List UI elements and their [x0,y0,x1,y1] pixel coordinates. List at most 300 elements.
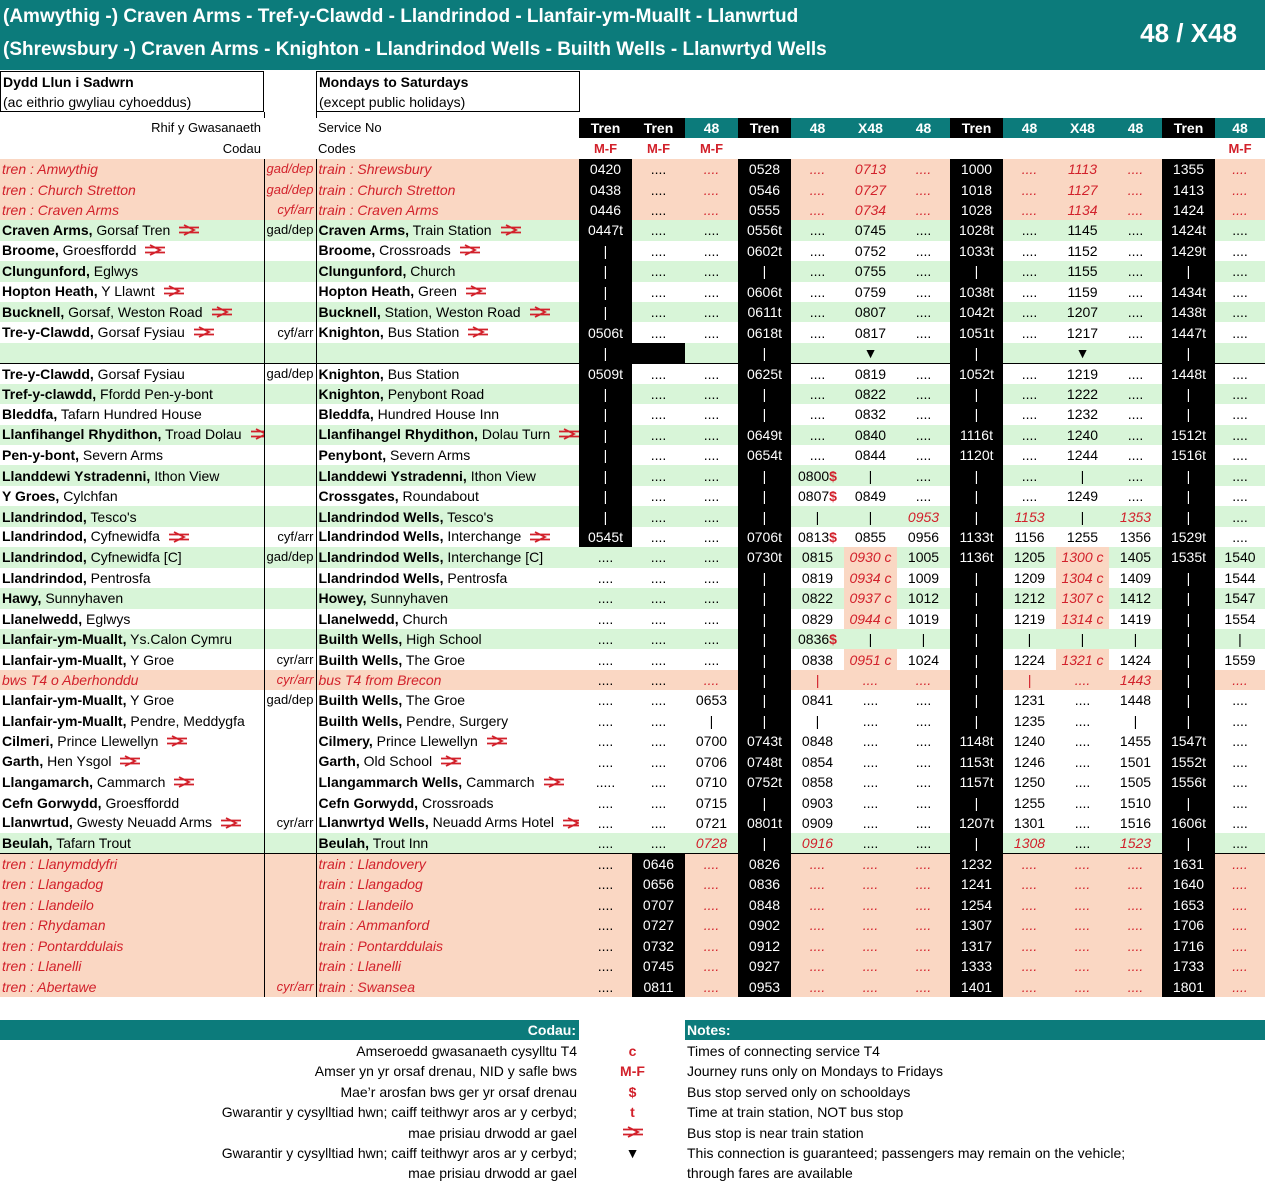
stop-town: Beulah, [2,835,53,852]
arr-dep-code: gad/dep [264,690,316,710]
service-number: 48 [1003,118,1056,138]
time-cell: .... [1215,854,1265,874]
time-cell: .... [685,179,738,199]
time-cell: .... [632,568,685,588]
stop-town: Llanfair-ym-Muallt, [2,712,127,729]
code-cell: M-F [646,140,671,156]
time-cell: 0730t [738,547,791,567]
rail-icon [465,283,487,301]
days-welsh-box [0,71,264,112]
table-row [0,690,1265,710]
time-cell: .... [897,241,950,261]
code-cell: M-F [699,140,724,156]
service-number: 48 [1109,118,1162,138]
time-cell: .... [1215,261,1265,281]
time-cell: 0506t [579,322,632,342]
time-cell: .... [1109,302,1162,322]
arr-dep-code [264,506,316,526]
time-cell: 0654t [738,445,791,465]
rail-icon [562,815,579,833]
time-cell: | [579,445,632,465]
rail-icon [193,324,215,342]
arr-dep-code: cyf/arr [264,200,316,220]
time-cell: 0841 [791,690,844,710]
time-cell: .... [685,404,738,424]
time-cell: 0822 [791,588,844,608]
time-cell: 0713 [844,159,897,179]
time-cell: | [897,629,950,649]
route-title-english: (Shrewsbury -) Craven Arms - Knighton - Llandrindod Wells - Builth Wells - Llanwrtyd Wells [3,39,827,60]
time-cell: 1516 [1109,813,1162,833]
legend [0,1020,1265,1200]
time-cell: .... [1215,527,1265,547]
time-cell: | [738,506,791,526]
time-cell: .... [579,649,632,669]
time-cell: .... [1109,936,1162,956]
stop-locality: Tesco's [86,508,137,525]
stop-name-english: train : Pontarddulais [316,936,579,956]
time-cell: .... [632,261,685,281]
time-cell: 1012 [897,588,950,608]
arr-dep-code [264,302,316,322]
time-cell: .... [579,588,632,608]
time-cell: 0745 [632,956,685,976]
rail-icon [543,774,565,792]
stop-locality: Y Groe [126,692,175,709]
stop-name-english [316,425,579,445]
time-cell: .... [632,547,685,567]
time-cell: 0546 [738,179,791,199]
stop-town: Bleddfa, [318,406,374,423]
stop-locality: Gorsaf Tren [92,221,171,238]
time-cell [1215,343,1265,363]
time-cell: 1429t [1162,241,1215,261]
time-cell: .... [791,200,844,220]
arr-dep-code [264,445,316,465]
time-cell [685,343,738,363]
rail-icon [440,753,462,771]
time-cell: .... [1215,874,1265,894]
stop-name-english: train : Llangadog [316,874,579,894]
stop-name-english [316,609,579,629]
time-cell: .... [1003,363,1056,383]
time-cell: 1535t [1162,547,1215,567]
time-cell: 1733 [1162,956,1215,976]
stop-locality: Bus Station [383,365,460,382]
legend-symbol: $ [628,1083,637,1100]
notes-title: Notes: [685,1020,1265,1040]
table-row [0,527,1265,547]
time-cell: .... [791,302,844,322]
stop-name-welsh [0,241,264,261]
time-cell: .... [1056,854,1109,874]
stop-name-welsh [0,445,264,465]
time-cell: .... [1003,241,1056,261]
rail-icon [486,733,508,751]
time-cell: .... [897,690,950,710]
stop-locality: Church [398,610,448,627]
time-cell: .... [1003,874,1056,894]
time-cell: 0903 [791,792,844,812]
time-cell: .... [844,854,897,874]
time-cell: .... [1215,976,1265,996]
time-cell: .... [897,772,950,792]
stop-town: Cilmeri, [2,732,54,749]
time-cell: | [579,404,632,424]
table-row [0,588,1265,608]
stop-town: Llanfihangel Rhydithon, [2,426,162,443]
time-cell: 0447t [579,220,632,240]
time-cell [1003,343,1056,363]
time-cell: .... [1215,731,1265,751]
time-cell: 1019 [897,609,950,629]
time-cell: 1205 [1003,547,1056,567]
time-cell: 1413 [1162,179,1215,199]
arr-dep-code [264,915,316,935]
stop-name-english: train : Swansea [316,976,579,996]
legend-note-text: Time at train station, NOT bus stop [687,1104,904,1121]
time-cell: .... [1003,200,1056,220]
time-cell: .... [1215,956,1265,976]
time-cell [1109,343,1162,363]
days-english-title: Mondays to Saturdays [319,74,469,90]
legend-symbol [590,1163,675,1183]
stop-locality: Eglwys [89,263,139,280]
stop-locality: Gorsaf Fysiau [93,365,185,382]
arr-dep-code: gad/dep [264,159,316,179]
arr-dep-code [264,874,316,894]
stop-name-english [316,772,579,792]
service-number: 48 [1215,118,1265,138]
stop-town: Bucknell, [318,303,381,320]
time-cell: 1120t [950,445,1003,465]
time-cell: .... [579,752,632,772]
time-cell: 1424 [1162,200,1215,220]
table-row [0,711,1265,731]
time-cell: .... [685,609,738,629]
arr-dep-code [264,854,316,874]
time-cell: | [1162,261,1215,281]
time-cell: 1554 [1215,609,1265,629]
stop-town: Y Groes, [2,488,60,505]
time-cell: .... [632,486,685,506]
stop-town: Llanfair-ym-Muallt, [2,631,127,648]
time-cell: .... [791,445,844,465]
time-cell: | [950,506,1003,526]
stop-name-english: train : Craven Arms [316,200,579,220]
time-cell: 1250 [1003,772,1056,792]
time-cell: .... [791,384,844,404]
arr-dep-code [264,609,316,629]
time-cell: .... [897,915,950,935]
stop-name-english [316,322,579,342]
time-cell: .... [1003,302,1056,322]
rail-icon [250,428,264,440]
time-cell: 0934 c [844,568,897,588]
time-cell: 1448 [1109,690,1162,710]
time-cell: .... [1109,425,1162,445]
table-row [0,425,1265,445]
time-cell: 1209 [1003,568,1056,588]
time-cell: 1134 [1056,200,1109,220]
time-cell: .... [685,220,738,240]
time-cell: .... [632,425,685,445]
time-cell: | [579,486,632,506]
time-cell: .... [844,711,897,731]
time-cell: .... [685,956,738,976]
rail-icon [558,428,579,440]
time-cell: 1232 [950,854,1003,874]
blank-cell [264,118,316,138]
stop-locality: Dolau Turn [477,426,551,443]
stop-town: Cefn Gorwydd, [2,794,102,811]
time-cell: .... [579,711,632,731]
time-cell: .... [1215,792,1265,812]
time-cell: | [738,404,791,424]
stop-town: Knighton, [318,385,384,402]
stop-name-welsh [0,425,264,445]
stop-locality: Station, Weston Road [380,303,521,320]
rail-icon [440,755,462,767]
stop-name-english [316,568,579,588]
time-cell: 1042t [950,302,1003,322]
time-cell: | [738,629,791,649]
stop-town: Tre-y-Clawdd, [2,365,94,382]
time-cell: .... [685,649,738,669]
time-cell: 1231 [1003,690,1056,710]
time-cell: 1051t [950,322,1003,342]
time-cell: ▼ [844,343,897,363]
service-number: Tren [738,118,791,138]
time-cell: .... [632,445,685,465]
time-cell: 1212 [1003,588,1056,608]
stop-town: Llandrindod, [2,508,87,525]
table-row [0,159,1265,179]
stop-locality: Roundabout [398,488,479,505]
time-cell: | [950,404,1003,424]
time-cell: .... [1003,404,1056,424]
stop-town: Tref-y-clawdd, [2,385,97,402]
table-row [0,363,1265,383]
legend-symbol: c [628,1043,637,1059]
time-cell: .... [685,282,738,302]
time-cell: .... [897,731,950,751]
time-cell: 1544 [1215,568,1265,588]
time-cell: .... [1003,159,1056,179]
time-cell: .... [1003,445,1056,465]
table-row [0,445,1265,465]
time-cell: .... [897,159,950,179]
time-cell: | [1109,711,1162,731]
time-cell: .... [1109,465,1162,485]
stop-name-welsh [0,506,264,526]
time-cell: | [738,343,791,363]
codes-label-english: Codes [318,140,356,156]
time-cell: 0944 c [844,609,897,629]
table-row [0,568,1265,588]
time-cell: | [1162,690,1215,710]
legend-note-text: Journey runs only on Mondays to Fridays [687,1063,944,1080]
stop-name-english [316,384,579,404]
stop-name-welsh: tren : Llandeilo [0,895,264,915]
days-english-subtitle: (except public holidays) [319,94,466,110]
stop-town: Llanfair-ym-Muallt, [2,692,127,709]
legend-note-text: Bus stop served only on schooldays [687,1083,911,1100]
time-cell: 1308 [1003,833,1056,853]
time-cell: .... [1003,956,1056,976]
time-cell: 1018 [950,179,1003,199]
stop-locality: Gwesty Neuadd Arms [72,814,213,831]
time-cell: 0848 [791,731,844,751]
stop-locality: Y Llawnt [97,283,155,300]
rail-icon [173,776,195,788]
code-cell [950,138,1003,158]
time-cell: .... [1056,731,1109,751]
table-row [0,384,1265,404]
time-cell: .... [1056,813,1109,833]
stop-town: Builth Wells, [318,651,403,668]
time-cell: .... [632,690,685,710]
stop-town: Knighton, [318,323,384,340]
time-cell: .... [1109,404,1162,424]
time-cell: | [1162,404,1215,424]
time-cell: 0819 [844,363,897,383]
stop-name-english: train : Church Stretton [316,179,579,199]
stop-name-welsh [0,792,264,812]
time-cell: 1801 [1162,976,1215,996]
time-cell: | [685,711,738,731]
time-cell: 0801t [738,813,791,833]
time-cell: .... [579,568,632,588]
stop-locality: Interchange [443,528,522,545]
time-cell: .... [1003,915,1056,935]
time-cell: .... [844,956,897,976]
legend-note-text: through fares are available [687,1165,853,1182]
time-cell: .... [1003,220,1056,240]
time-cell: .... [632,322,685,342]
stop-name-english [316,302,579,322]
arr-dep-code [264,792,316,812]
stop-locality: Troad Dolau [161,426,242,443]
stop-name-welsh [0,772,264,792]
time-cell: 0836$ [791,629,844,649]
legend-symbol [590,1123,675,1143]
stop-locality: Groesffordd [101,794,180,811]
time-cell: .... [685,425,738,445]
service-number: Tren [579,118,632,138]
stop-town: Llanddewi Ystradenni, [2,467,151,484]
time-cell: .... [685,588,738,608]
time-cell: .... [1109,915,1162,935]
table-row [0,302,1265,322]
legend-welsh-text: Amseroedd gwasanaeth cysylltu T4 [356,1043,577,1059]
time-cell: 1028 [950,200,1003,220]
arr-dep-code [264,629,316,649]
time-cell: 1307 [950,915,1003,935]
time-cell: .... [897,976,950,996]
time-cell: .... [1056,792,1109,812]
stop-name-welsh [0,568,264,588]
time-cell: .... [579,915,632,935]
time-cell: .... [632,670,685,690]
time-cell: | [738,588,791,608]
time-cell: | [950,711,1003,731]
code-cell [1003,138,1056,158]
time-cell: .... [1109,241,1162,261]
time-cell: 1424t [1162,220,1215,240]
time-cell: .... [791,261,844,281]
time-cell: .... [632,159,685,179]
time-cell: 1443 [1109,670,1162,690]
stop-name-english [316,465,579,485]
rail-icon [178,224,200,236]
time-cell: 0732 [632,936,685,956]
time-cell: 1255 [1056,527,1109,547]
time-cell: 0937 c [844,588,897,608]
time-cell: | [1056,506,1109,526]
stop-name-english [316,363,579,383]
stop-name-welsh [0,813,264,833]
time-cell: 0743t [738,731,791,751]
time-cell: 0848 [738,895,791,915]
code-cell [1109,138,1162,158]
stop-locality: Prince Llewellyn [372,732,478,749]
time-cell: .... [844,752,897,772]
time-cell: .... [791,956,844,976]
time-cell [791,343,844,363]
time-cell [632,343,685,363]
time-cell: .... [791,363,844,383]
stop-name-english [316,833,579,853]
time-cell: | [738,833,791,853]
time-cell: 0528 [738,159,791,179]
stop-town: Broome, [318,242,376,259]
time-cell: .... [844,874,897,894]
time-cell: 1307 c [1056,588,1109,608]
time-cell: 1547 [1215,588,1265,608]
stop-town: Craven Arms, [318,221,410,238]
time-cell: 0849 [844,486,897,506]
time-cell: .... [1109,220,1162,240]
time-cell: 1028t [950,220,1003,240]
time-cell: | [1003,629,1056,649]
time-cell: | [844,629,897,649]
time-cell: .... [632,813,685,833]
time-cell: 1156 [1003,527,1056,547]
time-cell: 1355 [1162,159,1215,179]
stop-locality: Tesco's [443,508,494,525]
time-cell: .... [844,731,897,751]
time-cell: 0854 [791,752,844,772]
time-cell: 0706t [738,527,791,547]
time-cell: 0728 [685,833,738,853]
codes-title: Codau: [0,1020,579,1040]
time-cell: 1136t [950,547,1003,567]
stop-locality: Cammarch [93,773,166,790]
time-cell: 0909 [791,813,844,833]
time-cell: 1219 [1056,363,1109,383]
stop-town: Llandrindod, [2,549,87,566]
rail-icon [467,326,489,338]
rail-icon [144,244,166,256]
time-cell: 0838 [791,649,844,669]
arr-dep-code: gad/dep [264,547,316,567]
time-cell: 0715 [685,792,738,812]
legend-welsh-text: mae prisiau drwodd ar gael [408,1124,577,1141]
stop-town: Beulah, [318,835,370,852]
time-cell: .... [791,874,844,894]
arr-dep-code: cyf/arr [264,322,316,342]
